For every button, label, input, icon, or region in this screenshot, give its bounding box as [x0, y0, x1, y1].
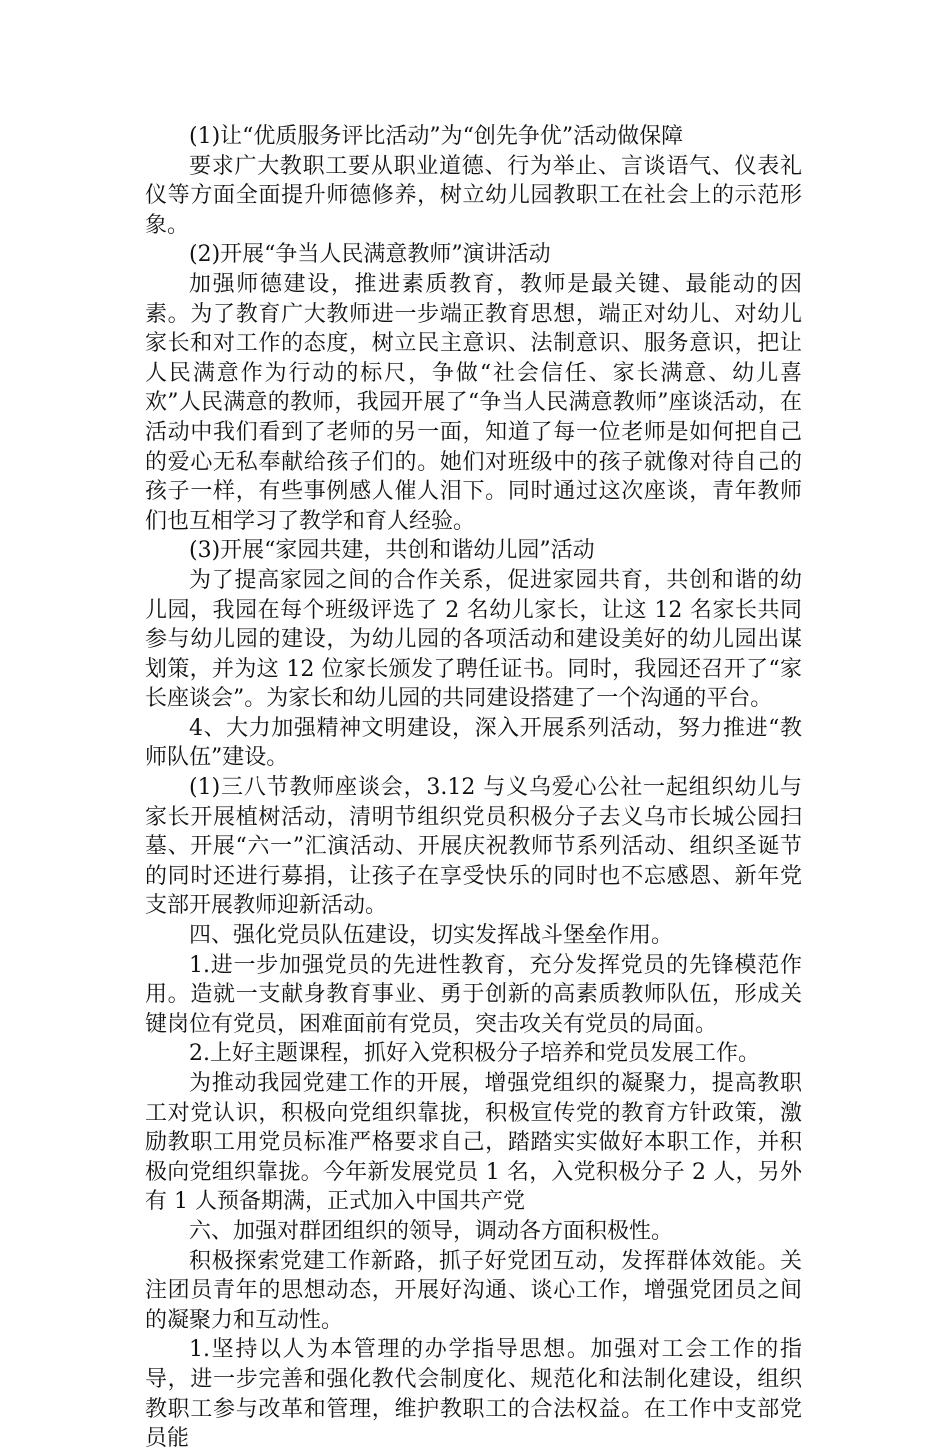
paragraph-party-building: 为推动我园党建工作的开展，增强党组织的凝聚力，提高教职工对党认识，积极向党组织靠拢，积极宣传党的教育方针政策，激励教职工用党员标准严格要求自己，踏踏实实做好本职工作，并积极向党组织靠拢。今年新发展党员 1 名，入党积极分子 2 人，另外有 1 人预备期满，正式加入中国共产党 [145, 1071, 802, 1215]
paragraph-heading-home-school: (3)开展“家园共建，共创和谐幼儿园”活动 [189, 538, 595, 564]
paragraph-spiritual-civilization: 4、大力加强精神文明建设，深入开展系列活动，努力推进“教师队伍”建设。 [145, 715, 802, 771]
paragraph-theme-courses: 2.上好主题课程，抓好入党积极分子培养和党员发展工作。 [189, 1041, 760, 1067]
paragraph-party-league-interaction: 积极探索党建工作新路，抓子好党团互动，发挥群体效能。关注团员青年的思想动态，开展好沟通、谈心工作，增强党团员之间的凝聚力和互动性。 [145, 1248, 802, 1333]
paragraph-ethics-requirement: 要求广大教职工要从职业道德、行为举止、言谈语气、仪表礼仪等方面全面提升师德修养，树立幼儿园教职工在社会上的示范形象。 [145, 153, 802, 238]
document-body [145, 122, 802, 1454]
paragraph-heading-mass-organizations: 六、加强对群团组织的领导，调动各方面积极性。 [189, 1218, 674, 1244]
paragraph-heading-party-members: 四、强化党员队伍建设，切实发挥战斗堡垒作用。 [189, 923, 674, 949]
paragraph-heading-speech-activity: (2)开展“争当人民满意教师”演讲活动 [189, 242, 551, 268]
paragraph-teacher-ethics: 加强师德建设，推进素质教育，教师是最关键、最能动的因素。为了教育广大教师进一步端正教育思想，端正对幼儿、对幼儿家长和对工作的态度，树立民主意识、法制意识、服务意识，把让人民满意作为行动的标尺，争做“社会信任、家长满意、幼儿喜欢”人民满意的教师，我园开展了“争当人民满意教师”座谈活动，在活动中我们看到了老师的另一面，知道了每一位老师是如何把自己的爱心无私奉献给孩子们的。她们对班级中的孩子就像对待自己的孩子一样，有些事例感人催人泪下。同时通过这次座谈，青年教师们也互相学习了教学和育人经验。 [145, 271, 802, 534]
paragraph-people-oriented: 1.坚持以人为本管理的办学指导思想。加强对工会工作的指导，进一步完善和强化教代会制度化、规范化和法制化建设，组织教职工参与改革和管理，维护教职工的合法权益。在工作中支部党员能 [145, 1337, 802, 1452]
paragraph-heading-service-evaluation: (1)让“优质服务评比活动”为“创先争优”活动做保障 [189, 124, 684, 149]
paragraph-parent-cooperation: 为了提高家园之间的合作关系，促进家园共育，共创和谐的幼儿园，我园在每个班级评选了 2 名幼儿家长，让这 12 名家长共同参与幼儿园的建设，为幼儿园的各项活动和建设美好的幼儿园出谋划策，并为这 12 位家长颁发了聘任证书。同时，我园还召开了“家长座谈会”。为家长和幼儿园的共同建设搭建了一个沟通的平台。 [145, 567, 802, 712]
paragraph-vanguard-education: 1.进一步加强党员的先进性教育，充分发挥党员的先锋模范作用。造就一支献身教育事业、勇于创新的高素质教师队伍，形成关键岗位有党员，困难面前有党员，突击攻关有党员的局面。 [145, 952, 802, 1037]
paragraph-activities-list: (1)三八节教师座谈会，3.12 与义乌爱心公社一起组织幼儿与家长开展植树活动，清明节组织党员积极分子去义乌市长城公园扫墓、开展“六一”汇演活动、开展庆祝教师节系列活动、组织圣诞节的同时还进行募捐，让孩子在享受快乐的同时也不忘感恩、新年党支部开展教师迎新活动。 [145, 775, 802, 919]
